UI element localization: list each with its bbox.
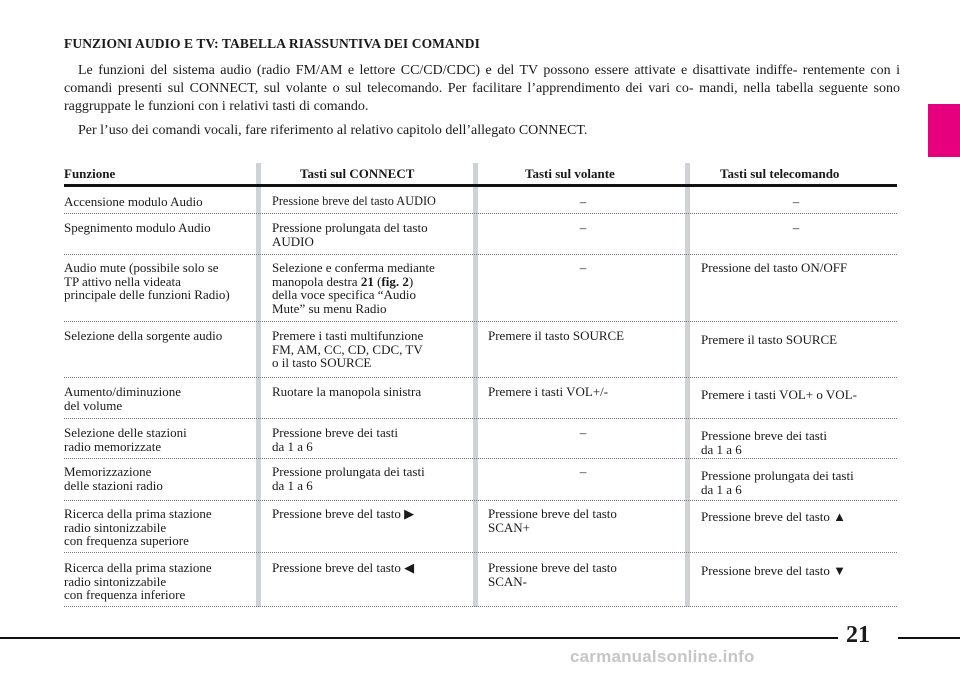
cell-funzione: Ricerca della prima stazione radio sintonizzabile con frequenza superiore [64,506,212,548]
row-divider [64,500,897,501]
intro-paragraph: Le funzioni del sistema audio (radio FM/AM e lettore CC/CD/CDC) e del TV possono essere attivate e disattivate indiffe- rentemente con i comandi presenti sul CONNECT, sul volante o sul telecomando. Per facilitare l’apprendimento dei vari co- mandi, nella tabella seguente sono raggruppate le funzioni con i relativi tasti di comando. [64,63,900,114]
watermark: carmanualsonline.info [570,647,755,666]
cell-telecomando: Pressione breve del tasto ▼ [701,563,846,578]
cell-telecomando: Premere il tasto SOURCE [701,332,838,347]
footer-rule-right [898,637,960,639]
connect-text-pre: Selezione e conferma mediante manopola destra [272,260,435,289]
section-tab-marker [928,104,960,157]
cell-volante: – [579,220,587,235]
cell-funzione: Audio mute (possibile solo se TP attivo nella videata principale delle funzioni Radio) [64,260,230,302]
cell-volante: Pressione breve del tasto SCAN+ [488,506,617,535]
cell-connect: Pressione breve dei tasti da 1 a 6 [272,425,398,454]
column-separator [256,163,261,607]
cell-funzione: Spegnimento modulo Audio [64,220,211,235]
section-title: FUNZIONI AUDIO E TV: TABELLA RIASSUNTIVA DEI COMANDI [64,36,480,51]
header-connect: Tasti sul CONNECT [300,166,415,181]
cell-funzione: Selezione della sorgente audio [64,328,223,343]
page-number: 21 [846,622,870,648]
fig-ref-number: 21 [360,273,374,289]
row-divider [64,254,897,255]
column-separator [473,163,478,607]
cell-connect: Ruotare la manopola sinistra [272,384,422,399]
cell-volante: Pressione breve del tasto SCAN- [488,560,617,589]
cell-connect: Pressione prolungata dei tasti da 1 a 6 [272,464,425,493]
cell-telecomando: Pressione del tasto ON/OFF [701,260,848,275]
row-divider [64,321,897,322]
cell-volante: – [579,464,587,479]
fig-ref-open: ( [373,273,382,289]
fig-ref: fig. 2 [381,273,409,289]
cell-telecomando: – [792,194,800,209]
cell-funzione: Aumento/diminuzione del volume [64,384,181,413]
cell-telecomando: Pressione prolungata dei tasti da 1 a 6 [701,468,854,497]
cell-volante: Premere i tasti VOL+/- [488,384,609,399]
cell-connect: Premere i tasti multifunzione FM, AM, CC, CD, CDC, TV o il tasto SOURCE [272,328,424,370]
row-divider [64,552,897,553]
cell-volante: – [579,260,587,275]
row-divider [64,213,897,214]
cell-connect [272,261,472,315]
cell-funzione: Selezione delle stazioni radio memorizzate [64,425,187,454]
cell-volante: – [579,425,587,440]
cell-funzione: Ricerca della prima stazione radio sintonizzabile con frequenza inferiore [64,560,212,602]
column-separator [685,163,690,607]
header-funzione: Funzione [64,166,116,181]
cell-telecomando: Premere i tasti VOL+ o VOL- [701,387,857,402]
cell-funzione: Memorizzazione delle stazioni radio [64,464,163,493]
row-divider [64,377,897,378]
footer-rule-left [0,637,838,639]
cell-connect: Pressione breve del tasto AUDIO [272,194,436,208]
cell-connect: Pressione breve del tasto ▶ [272,506,415,521]
cell-connect: Pressione prolungata del tasto AUDIO [272,220,428,249]
cell-funzione: Accensione modulo Audio [64,194,203,209]
row-divider [64,606,897,607]
cell-telecomando: Pressione breve dei tasti da 1 a 6 [701,428,827,457]
cell-volante: Premere il tasto SOURCE [488,328,625,343]
row-divider [64,458,897,459]
fig-ref-close: ) [408,273,414,289]
cell-telecomando: – [792,220,800,235]
cell-telecomando: Pressione breve del tasto ▲ [701,509,846,524]
header-volante: Tasti sul volante [525,166,615,181]
header-rule [64,184,897,187]
row-divider [64,418,897,419]
cell-volante: – [579,194,587,209]
cell-connect: Pressione breve del tasto ◀ [272,560,415,575]
connect-text-post: della voce specifica “Audio Mute” su menu Radio [272,287,417,316]
header-telecomando: Tasti sul telecomando [720,166,840,181]
voice-commands-note: Per l’uso dei comandi vocali, fare riferimento al relativo capitolo dell’allegato CONNECT. [78,123,588,138]
